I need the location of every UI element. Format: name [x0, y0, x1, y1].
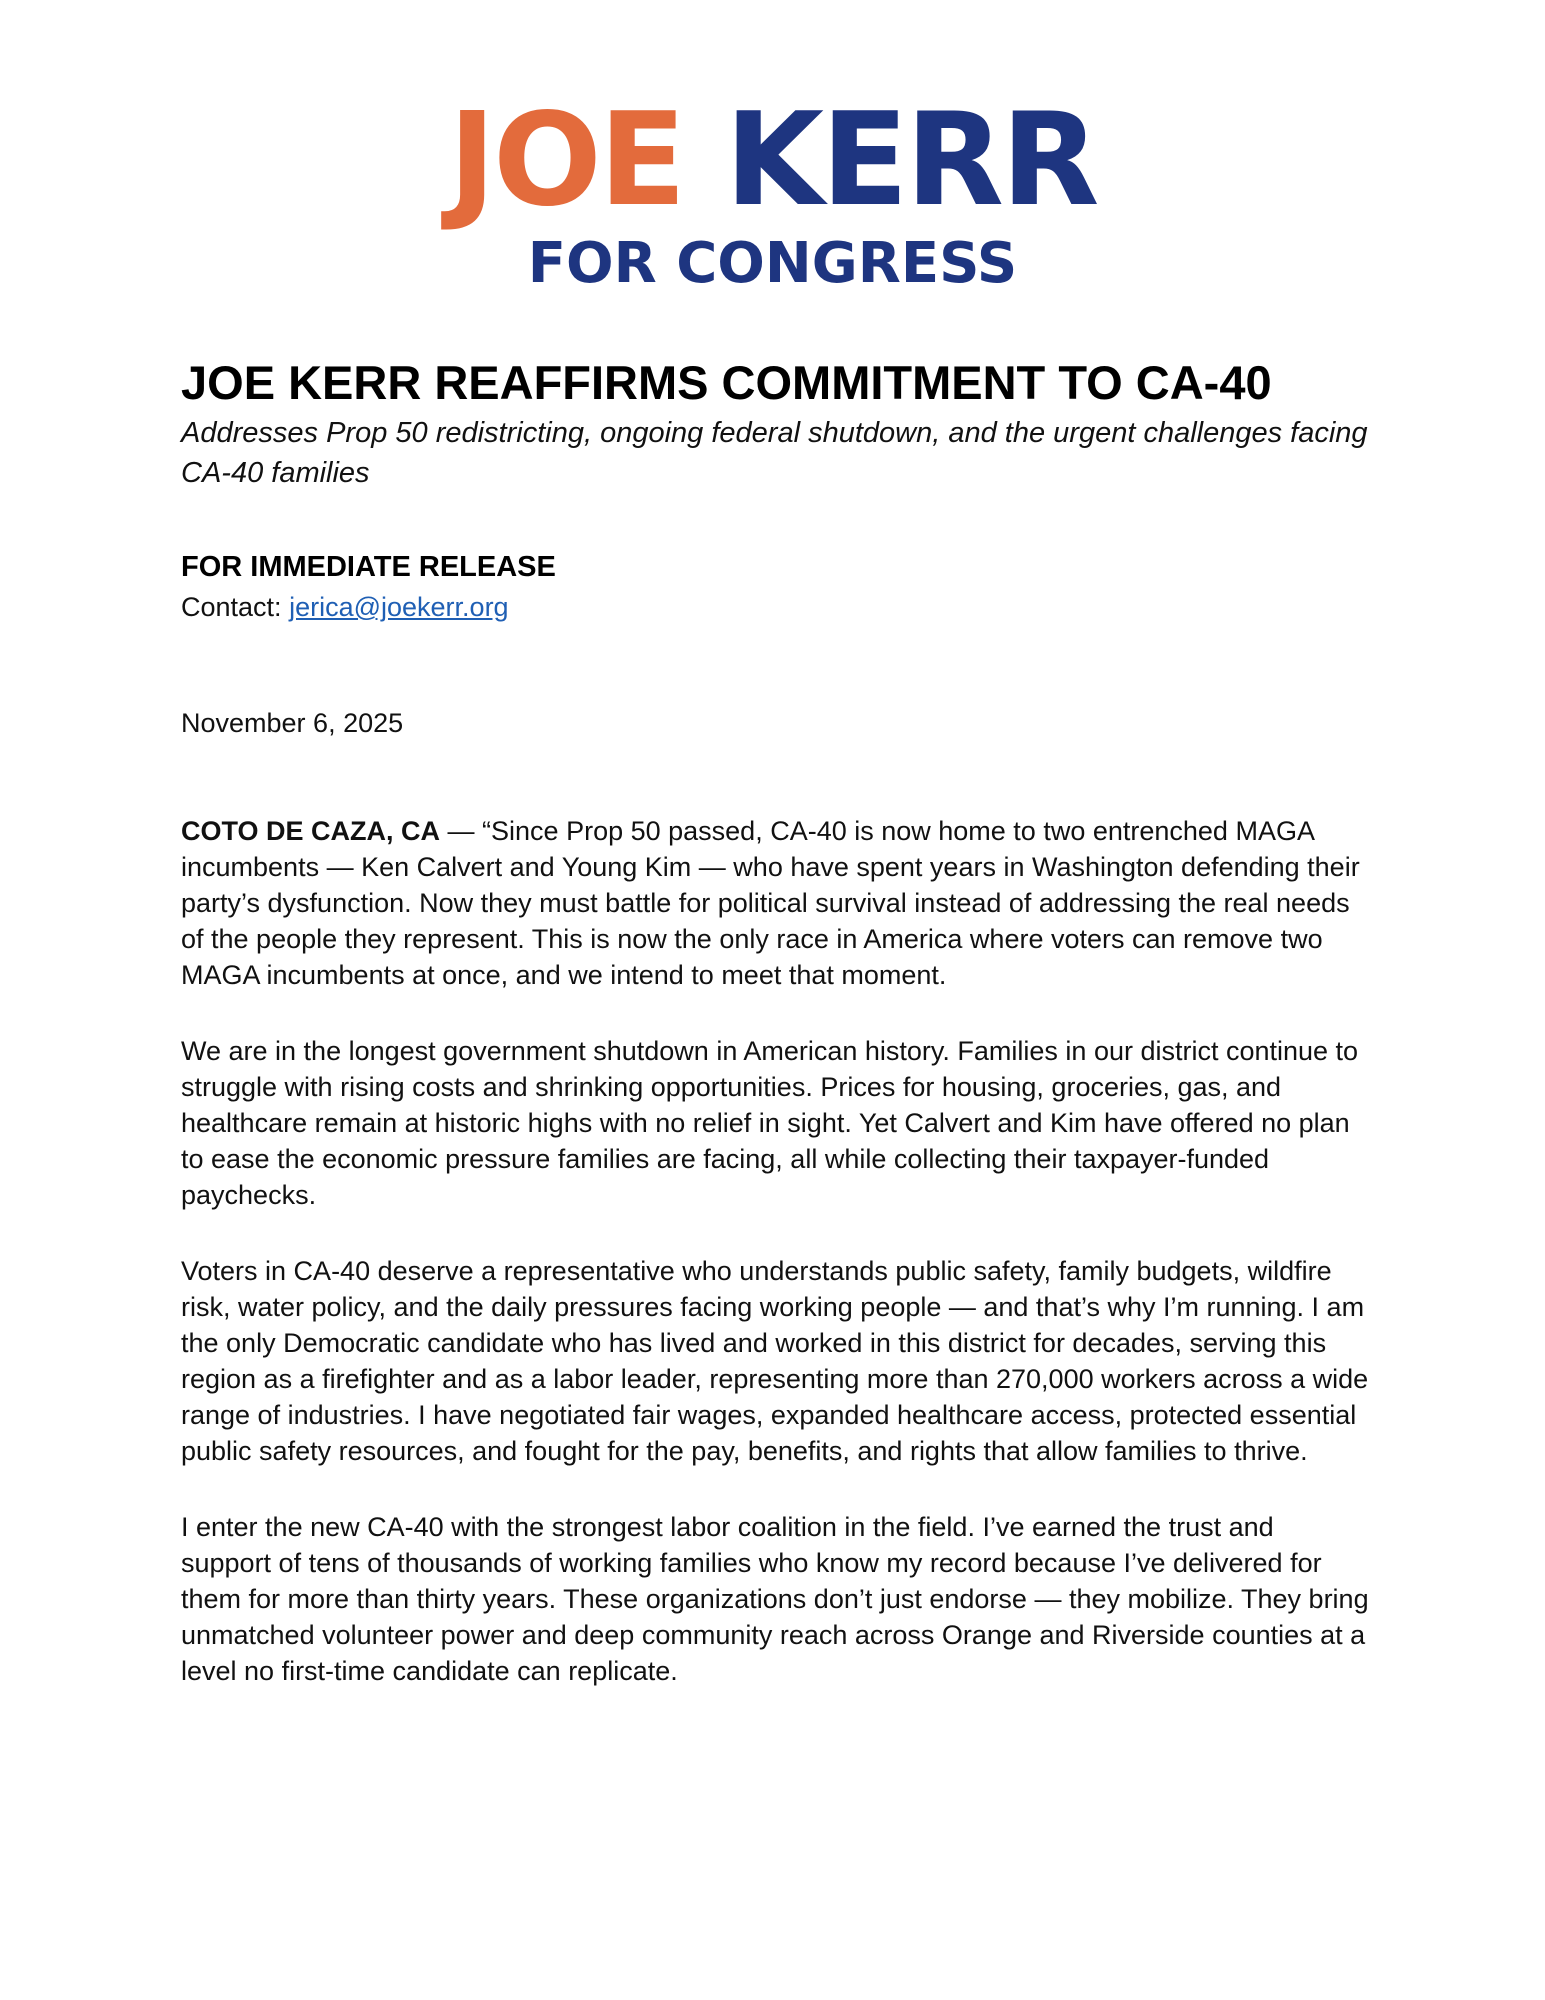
contact-email-link[interactable]: jerica@joekerr.org [289, 592, 509, 622]
campaign-logo [0, 86, 1545, 296]
body-paragraph-2: We are in the longest government shutdown in American history. Families in our district continue to struggle with rising costs and shrinking opportunities. Prices for housing, groceries, gas, and healthcare remain at historic highs with no relief in sight. Yet Calvert and Kim have offered no plan to ease the economic pressure families are facing, all while collecting their taxpayer-funded paychecks. [181, 1036, 1359, 1210]
body-paragraph-1 [181, 813, 1371, 993]
headline: JOE KERR REAFFIRMS COMMITMENT TO CA-40 [181, 356, 1272, 409]
contact-line [181, 587, 1371, 627]
logo-tagline: FOR CONGRESS [527, 231, 1018, 296]
subheadline: Addresses Prop 50 redistricting, ongoing federal shutdown, and the urgent challenges facing CA-40 families [181, 417, 1368, 489]
logo-first-name: JOE [448, 86, 684, 235]
contact-label: Contact: [181, 592, 282, 622]
body-paragraph-4: I enter the new CA-40 with the strongest labor coalition in the field. I’ve earned the trust and support of tens of thousands of working families who know my record because I’ve delivered for them for more than thirty years. These organizations don’t just endorse — they mobilize. They bring unmatched volunteer power and deep community reach across Orange and Riverside counties at a level no first-time candidate can replicate. [181, 1512, 1369, 1686]
release-date: November 6, 2025 [181, 708, 404, 738]
logo-name [0, 86, 1545, 235]
press-release [181, 355, 1371, 1689]
release-label: FOR IMMEDIATE RELEASE [181, 551, 556, 583]
body-paragraph-3: Voters in CA-40 deserve a representative who understands public safety, family budgets, wildfire risk, water policy, and the daily pressures facing working people — and that’s why I’m running. I am the only Democratic candidate who has lived and worked in this district for decades, serving this region as a firefighter and as a labor leader, representing more than 270,000 workers across a wide range of industries. I have negotiated fair wages, expanded healthcare access, protected essential public safety resources, and fought for the pay, benefits, and rights that allow families to thrive. [181, 1256, 1369, 1466]
dateline: COTO DE CAZA, CA [181, 816, 441, 846]
logo-last-name: KERR [724, 86, 1097, 235]
body-paragraph-1-text: — “Since Prop 50 passed, CA-40 is now home to two entrenched MAGA incumbents — Ken Calvert and Young Kim — who have spent years in Washington defending their party’s dysfunction. Now they must battle for political survival instead of addressing the real needs of the people they represent. This is now the only race in America where voters can remove two MAGA incumbents at once, and we intend to meet that moment. [181, 816, 1360, 990]
